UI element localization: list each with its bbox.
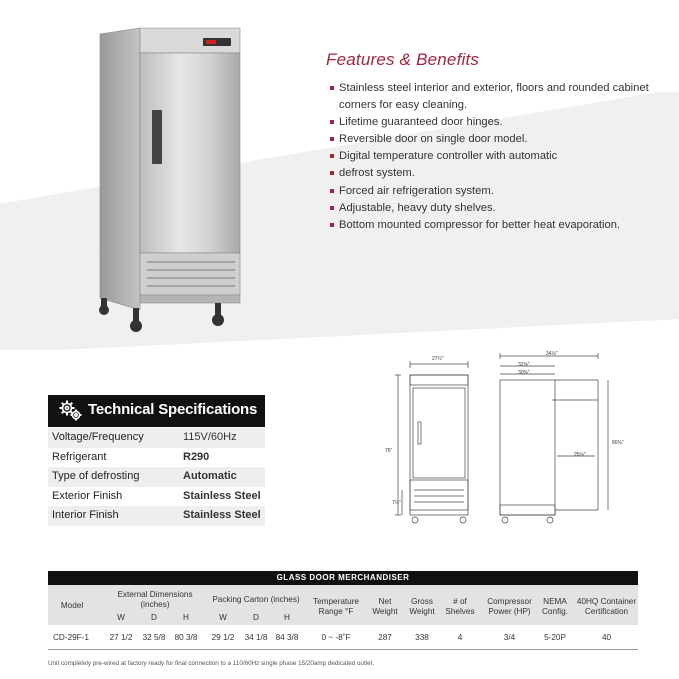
spec-row: Type of defrosting Automatic: [48, 467, 265, 487]
cell-model: CD-29F-1: [53, 633, 89, 642]
gears-icon: [58, 399, 84, 423]
cell-ext-h: 80 3/8: [174, 633, 198, 642]
spec-row: Refrigerant R290: [52, 450, 210, 463]
dim-height-label: 75": [385, 448, 393, 454]
cell-shelves: 4: [457, 633, 463, 642]
cell-ext-w: 27 1/2: [109, 633, 133, 642]
header-net: Net Weight: [372, 597, 398, 616]
dim-depth3-label: 30⅜": [518, 370, 530, 376]
cell-ext-d: 32 5/8: [142, 633, 166, 642]
header-pack-h: H: [284, 613, 290, 622]
header-shelves: # of Shelves: [445, 597, 475, 616]
refrigerator-image: [95, 20, 255, 340]
bullet-icon: [330, 86, 334, 90]
cell-pack-h: 84 3/8: [275, 633, 299, 642]
bullet-icon: [330, 206, 334, 210]
features-title: Features & Benefits: [326, 50, 480, 69]
dim-depth-label: 34⅛": [546, 351, 558, 357]
cell-compressor: 3/4: [503, 633, 516, 642]
bullet-icon: [330, 137, 334, 141]
header-ext-d: D: [151, 613, 157, 622]
dim-depth2-label: 32⅝": [518, 362, 530, 368]
cell-container: 40: [601, 633, 612, 642]
cell-nema: 5-20P: [544, 633, 566, 642]
header-compressor: Compressor Power (HP): [487, 597, 532, 616]
header-ext-dim: External Dimensions (inches): [117, 590, 193, 609]
header-ext-w: W: [117, 613, 125, 622]
cell-pack-w: 29 1/2: [211, 633, 235, 642]
feature-item: Digital temperature controller with automatic: [330, 148, 670, 165]
dimension-drawing: [380, 350, 630, 530]
header-ext-h: H: [183, 613, 189, 622]
bullet-icon: [330, 120, 334, 124]
bullet-icon: [330, 223, 334, 227]
dim-width-label: 27½": [432, 356, 444, 362]
spec-table: [48, 428, 265, 526]
feature-item: Lifetime guaranteed door hinges.: [330, 114, 670, 131]
feature-item: defrost system.: [330, 165, 670, 182]
table-title: GLASS DOOR MERCHANDISER: [48, 571, 638, 585]
header-gross: Gross Weight: [409, 597, 435, 616]
cell-temp: 0 ~ -8˚F: [321, 633, 351, 642]
dim-door-label: 25⅛": [574, 452, 586, 458]
cell-net: 287: [378, 633, 392, 642]
features-list: [330, 80, 670, 234]
feature-item: Reversible door on single door model.: [330, 131, 670, 148]
feature-item: Stainless steel interior and exterior, floors and rounded cabinet corners for easy cleaning.: [330, 80, 670, 114]
bullet-icon: [330, 189, 334, 193]
dim-total-height-label: 80⅜": [612, 440, 624, 446]
bullet-icon: [330, 171, 334, 175]
footnote: Unit completely pre-wired at factory ready for final connection to a 110/60Hz single phase 15/20amp dedicated outlet.: [48, 660, 375, 667]
header-packing: Packing Carton (inches): [212, 595, 300, 604]
header-temp: Temperature Range °F: [313, 597, 359, 616]
feature-item: Bottom mounted compressor for better heat evaporation.: [330, 217, 670, 234]
tech-spec-title: Technical Specifications: [88, 401, 258, 418]
spec-row: Interior Finish Stainless Steel: [48, 506, 265, 526]
dim-height3-label: 7½": [392, 500, 401, 506]
header-pack-w: W: [219, 613, 227, 622]
table-row: [48, 625, 638, 650]
cell-pack-d: 34 1/8: [244, 633, 268, 642]
header-model: Model: [60, 601, 84, 610]
feature-item: Forced air refrigeration system.: [330, 183, 670, 200]
spec-row: Exterior Finish Stainless Steel: [52, 489, 261, 502]
table-header: [48, 585, 638, 625]
header-pack-d: D: [253, 613, 259, 622]
spec-row: Voltage/Frequency 115V/60Hz: [48, 428, 265, 448]
product-table: [48, 571, 638, 650]
feature-item: Adjustable, heavy duty shelves.: [330, 200, 670, 217]
cell-gross: 338: [415, 633, 429, 642]
bullet-icon: [330, 154, 334, 158]
header-container: 40HQ Container Certification: [576, 597, 637, 616]
header-nema: NEMA Config.: [542, 597, 568, 616]
